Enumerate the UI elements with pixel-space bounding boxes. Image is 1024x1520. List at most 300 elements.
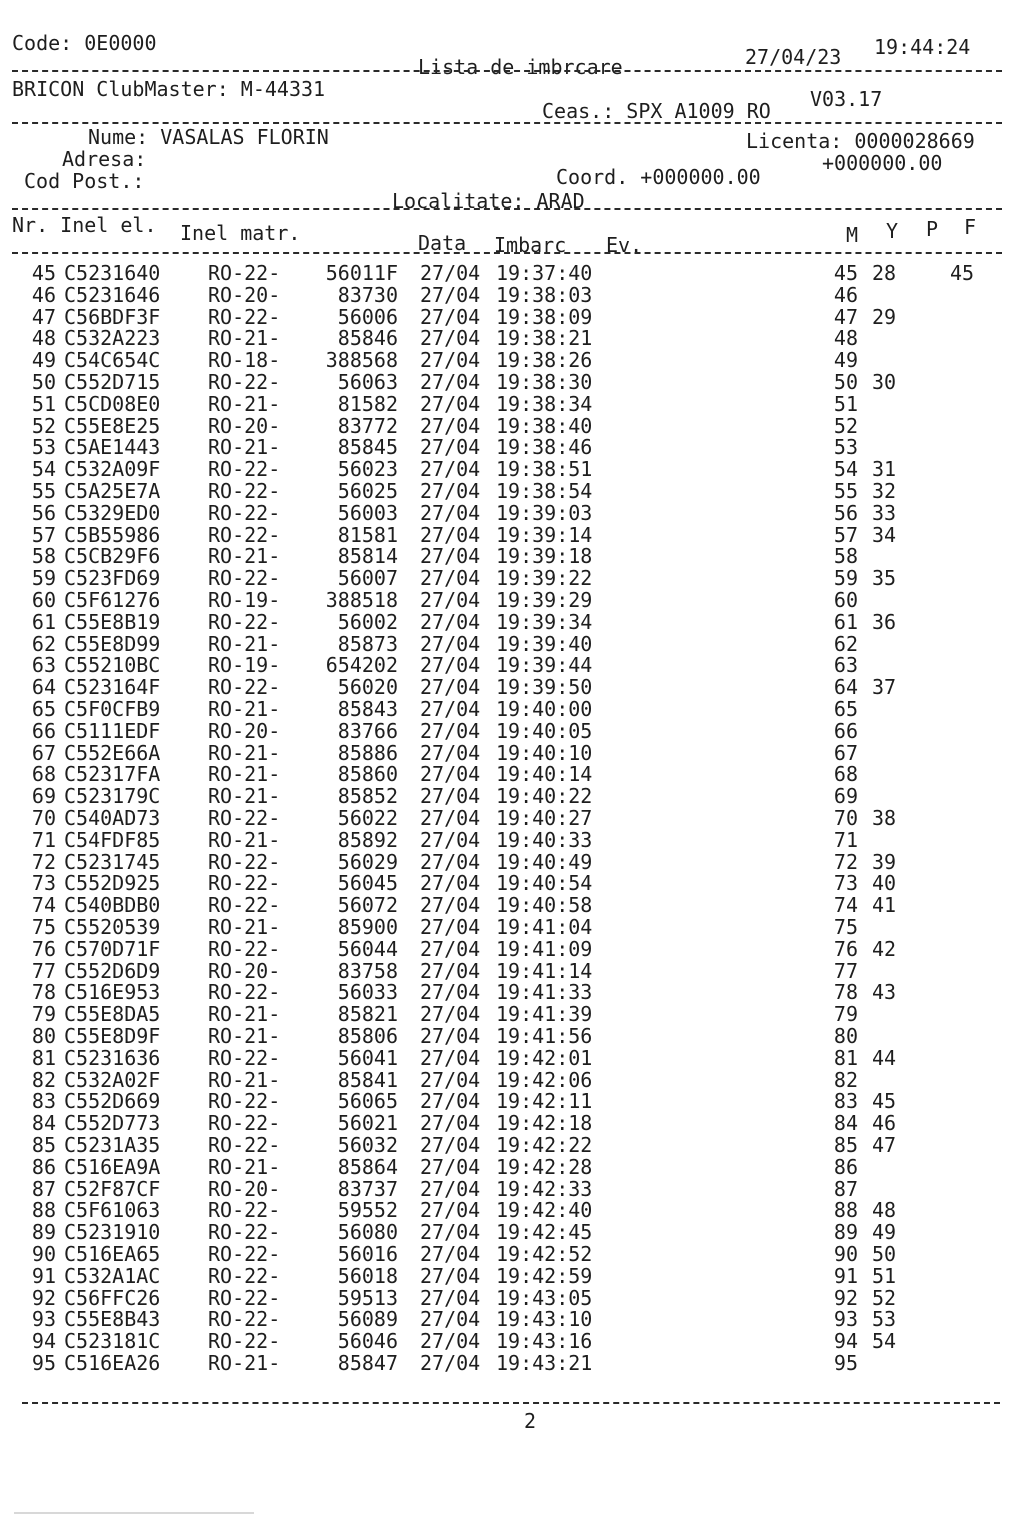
clocking-time: 19:38:03 — [496, 282, 593, 307]
row-number: 83 — [31, 1089, 56, 1114]
column-y-value: 29 — [872, 304, 897, 329]
column-y-value: 47 — [872, 1133, 897, 1157]
clocking-time: 19:40:14 — [496, 762, 593, 787]
row-number: 52 — [31, 413, 56, 438]
column-m-value: 56 — [833, 500, 858, 525]
ring-series: RO-22- — [208, 893, 281, 918]
electronic-ring-id: C5CD08E0 — [64, 391, 161, 416]
ring-number: 56045 — [337, 871, 398, 896]
ring-series: RO-21- — [208, 697, 281, 721]
code-label: Code: 0E0000 — [12, 31, 157, 55]
row-number: 59 — [31, 566, 56, 591]
ring-number: 56065 — [337, 1089, 398, 1114]
table-row — [0, 589, 1024, 611]
electronic-ring-id: C5231646 — [64, 282, 161, 307]
electronic-ring-id: C54FDF85 — [64, 827, 161, 852]
clocking-date: 27/04 — [420, 958, 481, 983]
ring-series: RO-21- — [208, 1154, 281, 1179]
row-number: 94 — [31, 1329, 56, 1354]
ring-series: RO-21- — [208, 1002, 281, 1027]
ring-number: 85806 — [337, 1024, 398, 1048]
column-y-value: 48 — [872, 1198, 897, 1223]
column-m-value: 63 — [833, 653, 858, 678]
clocking-date: 27/04 — [420, 304, 481, 329]
clocking-time: 19:41:33 — [496, 980, 593, 1005]
row-number: 48 — [31, 326, 56, 351]
column-y-value: 28 — [872, 261, 897, 285]
ring-series: RO-21- — [208, 544, 281, 569]
table-row — [0, 960, 1024, 982]
clocking-time: 19:38:34 — [496, 391, 593, 416]
ring-number: 388568 — [325, 348, 398, 373]
clocking-date: 27/04 — [420, 1176, 481, 1201]
clocking-date: 27/04 — [420, 1067, 481, 1092]
divider — [22, 1402, 1000, 1404]
column-m-value: 74 — [833, 893, 858, 918]
version-label: V03.17 — [810, 87, 883, 111]
clocking-time: 19:41:09 — [496, 936, 593, 961]
row-number: 58 — [31, 544, 56, 569]
clocking-time: 19:42:06 — [496, 1067, 593, 1092]
column-m-value: 75 — [833, 915, 858, 939]
row-number: 86 — [31, 1154, 56, 1179]
ring-series: RO-22- — [208, 609, 281, 634]
clocking-time: 19:42:40 — [496, 1198, 593, 1223]
ring-number: 56072 — [337, 893, 398, 918]
clocking-time: 19:41:56 — [496, 1024, 593, 1048]
table-row — [0, 1047, 1024, 1069]
table-row — [0, 611, 1024, 633]
electronic-ring-id: C5F61276 — [64, 588, 161, 612]
clocking-time: 19:42:11 — [496, 1089, 593, 1114]
ring-number: 56002 — [337, 609, 398, 634]
column-header-f: F — [964, 215, 977, 239]
row-number: 51 — [31, 391, 56, 416]
electronic-ring-id: C5CB29F6 — [64, 544, 161, 569]
table-row — [0, 415, 1024, 437]
electronic-ring-id: C56FFC26 — [64, 1285, 161, 1310]
row-number: 82 — [31, 1067, 56, 1092]
column-m-value: 95 — [833, 1351, 858, 1375]
table-row — [0, 327, 1024, 349]
ring-series: RO-22- — [208, 1242, 281, 1266]
clocking-time: 19:40:49 — [496, 849, 593, 874]
ring-number: 388518 — [325, 588, 398, 612]
ring-number: 85841 — [337, 1067, 398, 1092]
table-row — [0, 349, 1024, 371]
ring-number: 85814 — [337, 544, 398, 569]
column-y-value: 46 — [872, 1111, 897, 1136]
ring-series: RO-20- — [208, 282, 281, 307]
divider — [12, 252, 1002, 254]
row-number: 67 — [31, 740, 56, 765]
ring-series: RO-22- — [208, 1263, 281, 1288]
electronic-ring-id: C55210BC — [64, 653, 161, 678]
electronic-ring-id: C5520539 — [64, 915, 161, 939]
column-m-value: 88 — [833, 1198, 858, 1223]
ring-number: 56044 — [337, 936, 398, 961]
electronic-ring-id: C552D773 — [64, 1111, 161, 1136]
table-row — [0, 1112, 1024, 1134]
ring-series: RO-22- — [208, 304, 281, 329]
clocking-time: 19:40:10 — [496, 740, 593, 765]
ring-number: 85821 — [337, 1002, 398, 1027]
address-label: Adresa: — [62, 147, 147, 171]
column-y-value: 35 — [872, 566, 897, 591]
ring-number: 59513 — [337, 1285, 398, 1310]
row-number: 54 — [31, 457, 56, 482]
clocking-time: 19:38:40 — [496, 413, 593, 438]
ring-number: 85852 — [337, 784, 398, 809]
electronic-ring-id: C5231636 — [64, 1045, 161, 1070]
clocking-date: 27/04 — [420, 849, 481, 874]
ring-series: RO-22- — [208, 1133, 281, 1157]
ring-series: RO-21- — [208, 762, 281, 787]
clocking-date: 27/04 — [420, 326, 481, 351]
ring-series: RO-22- — [208, 1045, 281, 1070]
clocking-date: 27/04 — [420, 435, 481, 460]
clocking-date: 27/04 — [420, 1329, 481, 1354]
electronic-ring-id: C516EA26 — [64, 1351, 161, 1375]
column-m-value: 85 — [833, 1133, 858, 1157]
column-m-value: 47 — [833, 304, 858, 329]
clocking-time: 19:39:14 — [496, 522, 593, 547]
ring-number: 56033 — [337, 980, 398, 1005]
page-number: 2 — [524, 1409, 537, 1433]
ring-series: RO-22- — [208, 936, 281, 961]
electronic-ring-id: C52F87CF — [64, 1176, 161, 1201]
electronic-ring-id: C55E8B19 — [64, 609, 161, 634]
column-y-value: 34 — [872, 522, 897, 547]
ring-number: 56018 — [337, 1263, 398, 1288]
column-m-value: 45 — [833, 261, 858, 285]
table-row — [0, 1308, 1024, 1330]
clocking-date: 27/04 — [420, 588, 481, 612]
table-row — [0, 1156, 1024, 1178]
column-y-value: 36 — [872, 609, 897, 634]
ring-number: 56023 — [337, 457, 398, 482]
print-date: 27/04/23 — [745, 45, 842, 69]
row-number: 61 — [31, 609, 56, 634]
table-row — [0, 458, 1024, 480]
ring-number: 59552 — [337, 1198, 398, 1223]
clocking-time: 19:39:50 — [496, 675, 593, 700]
clocking-date: 27/04 — [420, 718, 481, 743]
electronic-ring-id: C55E8D99 — [64, 631, 161, 656]
clocking-time: 19:40:27 — [496, 806, 593, 830]
electronic-ring-id: C5231A35 — [64, 1133, 161, 1157]
column-m-value: 46 — [833, 282, 858, 307]
table-row — [0, 981, 1024, 1003]
electronic-ring-id: C552D669 — [64, 1089, 161, 1114]
column-m-value: 70 — [833, 806, 858, 830]
table-row — [0, 371, 1024, 393]
clocking-date: 27/04 — [420, 1002, 481, 1027]
bottom-edge-line — [14, 1512, 254, 1514]
clocking-date: 27/04 — [420, 1089, 481, 1114]
column-m-value: 53 — [833, 435, 858, 460]
clocking-date: 27/04 — [420, 806, 481, 830]
table-row — [0, 524, 1024, 546]
table-row — [0, 633, 1024, 655]
clocking-date: 27/04 — [420, 413, 481, 438]
electronic-ring-id: C5111EDF — [64, 718, 161, 743]
column-m-value: 78 — [833, 980, 858, 1005]
column-y-value: 40 — [872, 871, 897, 896]
row-number: 81 — [31, 1045, 56, 1070]
column-m-value: 67 — [833, 740, 858, 765]
clocking-time: 19:39:18 — [496, 544, 593, 569]
column-m-value: 65 — [833, 697, 858, 721]
ring-number: 56063 — [337, 370, 398, 394]
column-header-imbarc: Imbarc — [494, 233, 567, 257]
clocking-time: 19:37:40 — [496, 261, 593, 285]
table-row — [0, 1265, 1024, 1287]
column-m-value: 59 — [833, 566, 858, 591]
ring-number: 85886 — [337, 740, 398, 765]
row-number: 46 — [31, 282, 56, 307]
column-header-data: Data — [418, 231, 467, 255]
electronic-ring-id: C55E8B43 — [64, 1307, 161, 1332]
clocking-time: 19:39:29 — [496, 588, 593, 612]
row-number: 75 — [31, 915, 56, 939]
coord-second-label: +000000.00 — [822, 151, 943, 175]
table-row — [0, 1134, 1024, 1156]
table-row — [0, 785, 1024, 807]
table-row — [0, 436, 1024, 458]
column-y-value: 30 — [872, 370, 897, 394]
column-header-y: Y — [886, 219, 899, 243]
electronic-ring-id: C570D71F — [64, 936, 161, 961]
row-number: 73 — [31, 871, 56, 896]
table-row — [0, 1287, 1024, 1309]
divider — [12, 122, 1002, 124]
electronic-ring-id: C55E8DA5 — [64, 1002, 161, 1027]
row-number: 76 — [31, 936, 56, 961]
electronic-ring-id: C5B55986 — [64, 522, 161, 547]
column-m-value: 91 — [833, 1263, 858, 1288]
column-m-value: 73 — [833, 871, 858, 896]
clocking-time: 19:43:16 — [496, 1329, 593, 1354]
clocking-time: 19:42:28 — [496, 1154, 593, 1179]
ring-number: 56011F — [325, 261, 398, 285]
ring-number: 81582 — [337, 391, 398, 416]
row-number: 72 — [31, 849, 56, 874]
row-number: 92 — [31, 1285, 56, 1310]
column-y-value: 41 — [872, 893, 897, 918]
clocking-time: 19:41:04 — [496, 915, 593, 939]
electronic-ring-id: C532A09F — [64, 457, 161, 482]
clocking-time: 19:38:21 — [496, 326, 593, 351]
table-row — [0, 1330, 1024, 1352]
column-m-value: 69 — [833, 784, 858, 809]
table-row — [0, 545, 1024, 567]
clocking-date: 27/04 — [420, 609, 481, 634]
clocking-date: 27/04 — [420, 697, 481, 721]
row-number: 91 — [31, 1263, 56, 1288]
table-row — [0, 894, 1024, 916]
table-row — [0, 502, 1024, 524]
clocking-time: 19:38:26 — [496, 348, 593, 373]
column-m-value: 83 — [833, 1089, 858, 1114]
clocking-time: 19:39:40 — [496, 631, 593, 656]
ring-number: 85860 — [337, 762, 398, 787]
clocking-date: 27/04 — [420, 675, 481, 700]
column-y-value: 49 — [872, 1220, 897, 1245]
ring-number: 83758 — [337, 958, 398, 983]
clocking-time: 19:40:00 — [496, 697, 593, 721]
column-m-value: 66 — [833, 718, 858, 743]
ring-series: RO-22- — [208, 1329, 281, 1354]
column-m-value: 62 — [833, 631, 858, 656]
electronic-ring-id: C5329ED0 — [64, 500, 161, 525]
electronic-ring-id: C523FD69 — [64, 566, 161, 591]
column-m-value: 76 — [833, 936, 858, 961]
column-m-value: 71 — [833, 827, 858, 852]
column-header-ev: Ev. — [606, 233, 643, 257]
clocking-time: 19:42:22 — [496, 1133, 593, 1157]
ring-series: RO-21- — [208, 915, 281, 939]
column-m-value: 61 — [833, 609, 858, 634]
ring-number: 56089 — [337, 1307, 398, 1332]
row-number: 74 — [31, 893, 56, 918]
column-m-value: 68 — [833, 762, 858, 787]
clocking-date: 27/04 — [420, 1133, 481, 1157]
electronic-ring-id: C523164F — [64, 675, 161, 700]
row-number: 79 — [31, 1002, 56, 1027]
column-header-nr-inel: Nr. Inel el. — [12, 213, 157, 237]
ring-series: RO-22- — [208, 457, 281, 482]
ring-number: 85864 — [337, 1154, 398, 1179]
row-number: 60 — [31, 588, 56, 612]
clock-label: Ceas.: SPX A1009 RO — [542, 99, 771, 123]
ring-number: 56006 — [337, 304, 398, 329]
ring-number: 83772 — [337, 413, 398, 438]
column-m-value: 80 — [833, 1024, 858, 1048]
table-row — [0, 829, 1024, 851]
column-y-value: 38 — [872, 806, 897, 830]
clocking-time: 19:38:46 — [496, 435, 593, 460]
column-y-value: 43 — [872, 980, 897, 1005]
electronic-ring-id: C516E953 — [64, 980, 161, 1005]
ring-number: 83730 — [337, 282, 398, 307]
ring-series: RO-22- — [208, 1111, 281, 1136]
clocking-time: 19:40:05 — [496, 718, 593, 743]
electronic-ring-id: C5AE1443 — [64, 435, 161, 460]
row-number: 62 — [31, 631, 56, 656]
ring-number: 56025 — [337, 479, 398, 503]
clocking-time: 19:39:22 — [496, 566, 593, 591]
column-m-value: 82 — [833, 1067, 858, 1092]
clocking-date: 27/04 — [420, 784, 481, 809]
ring-number: 56032 — [337, 1133, 398, 1157]
row-number: 63 — [31, 653, 56, 678]
clocking-time: 19:42:59 — [496, 1263, 593, 1288]
clocking-time: 19:40:54 — [496, 871, 593, 896]
ring-number: 654202 — [325, 653, 398, 678]
ring-series: RO-22- — [208, 522, 281, 547]
table-row — [0, 1090, 1024, 1112]
row-number: 56 — [31, 500, 56, 525]
clocking-date: 27/04 — [420, 631, 481, 656]
electronic-ring-id: C552E66A — [64, 740, 161, 765]
row-number: 78 — [31, 980, 56, 1005]
clocking-date: 27/04 — [420, 1154, 481, 1179]
electronic-ring-id: C532A02F — [64, 1067, 161, 1092]
ring-number: 56016 — [337, 1242, 398, 1266]
row-number: 84 — [31, 1111, 56, 1136]
table-row — [0, 1243, 1024, 1265]
license-label: Licenta: 0000028669 — [746, 129, 975, 153]
ring-series: RO-21- — [208, 631, 281, 656]
print-time: 19:44:24 — [874, 35, 971, 59]
column-header-m: M — [846, 223, 859, 247]
column-m-value: 90 — [833, 1242, 858, 1266]
clocking-date: 27/04 — [420, 522, 481, 547]
locality-label: Localitate: ARAD — [392, 189, 585, 213]
row-number: 49 — [31, 348, 56, 373]
table-row — [0, 654, 1024, 676]
column-m-value: 49 — [833, 348, 858, 373]
divider — [12, 70, 1002, 72]
clocking-date: 27/04 — [420, 1220, 481, 1245]
table-row — [0, 851, 1024, 873]
clocking-time: 19:38:54 — [496, 479, 593, 503]
clocking-date: 27/04 — [420, 1024, 481, 1048]
column-m-value: 51 — [833, 391, 858, 416]
electronic-ring-id: C552D925 — [64, 871, 161, 896]
clocking-date: 27/04 — [420, 282, 481, 307]
clocking-date: 27/04 — [420, 893, 481, 918]
electronic-ring-id: C5F61063 — [64, 1198, 161, 1223]
ring-series: RO-21- — [208, 740, 281, 765]
table-row — [0, 763, 1024, 785]
electronic-ring-id: C532A223 — [64, 326, 161, 351]
row-number: 50 — [31, 370, 56, 394]
electronic-ring-id: C552D6D9 — [64, 958, 161, 983]
row-number: 93 — [31, 1307, 56, 1332]
ring-series: RO-22- — [208, 500, 281, 525]
table-row — [0, 676, 1024, 698]
column-y-value: 54 — [872, 1329, 897, 1354]
table-row — [0, 480, 1024, 502]
column-m-value: 72 — [833, 849, 858, 874]
clocking-time: 19:42:18 — [496, 1111, 593, 1136]
column-y-value: 31 — [872, 457, 897, 482]
ring-series: RO-22- — [208, 261, 281, 285]
column-m-value: 86 — [833, 1154, 858, 1179]
ring-number: 85843 — [337, 697, 398, 721]
ring-number: 83766 — [337, 718, 398, 743]
ring-number: 81581 — [337, 522, 398, 547]
ring-series: RO-22- — [208, 806, 281, 830]
ring-number: 85873 — [337, 631, 398, 656]
row-number: 55 — [31, 479, 56, 503]
row-number: 90 — [31, 1242, 56, 1266]
table-row — [0, 742, 1024, 764]
clocking-time: 19:43:05 — [496, 1285, 593, 1310]
ring-number: 56041 — [337, 1045, 398, 1070]
column-header-p: P — [926, 217, 939, 241]
ring-number: 56021 — [337, 1111, 398, 1136]
electronic-ring-id: C516EA65 — [64, 1242, 161, 1266]
column-m-value: 55 — [833, 479, 858, 503]
table-row — [0, 306, 1024, 328]
ring-series: RO-21- — [208, 1024, 281, 1048]
column-m-value: 52 — [833, 413, 858, 438]
column-m-value: 92 — [833, 1285, 858, 1310]
clocking-time: 19:42:01 — [496, 1045, 593, 1070]
